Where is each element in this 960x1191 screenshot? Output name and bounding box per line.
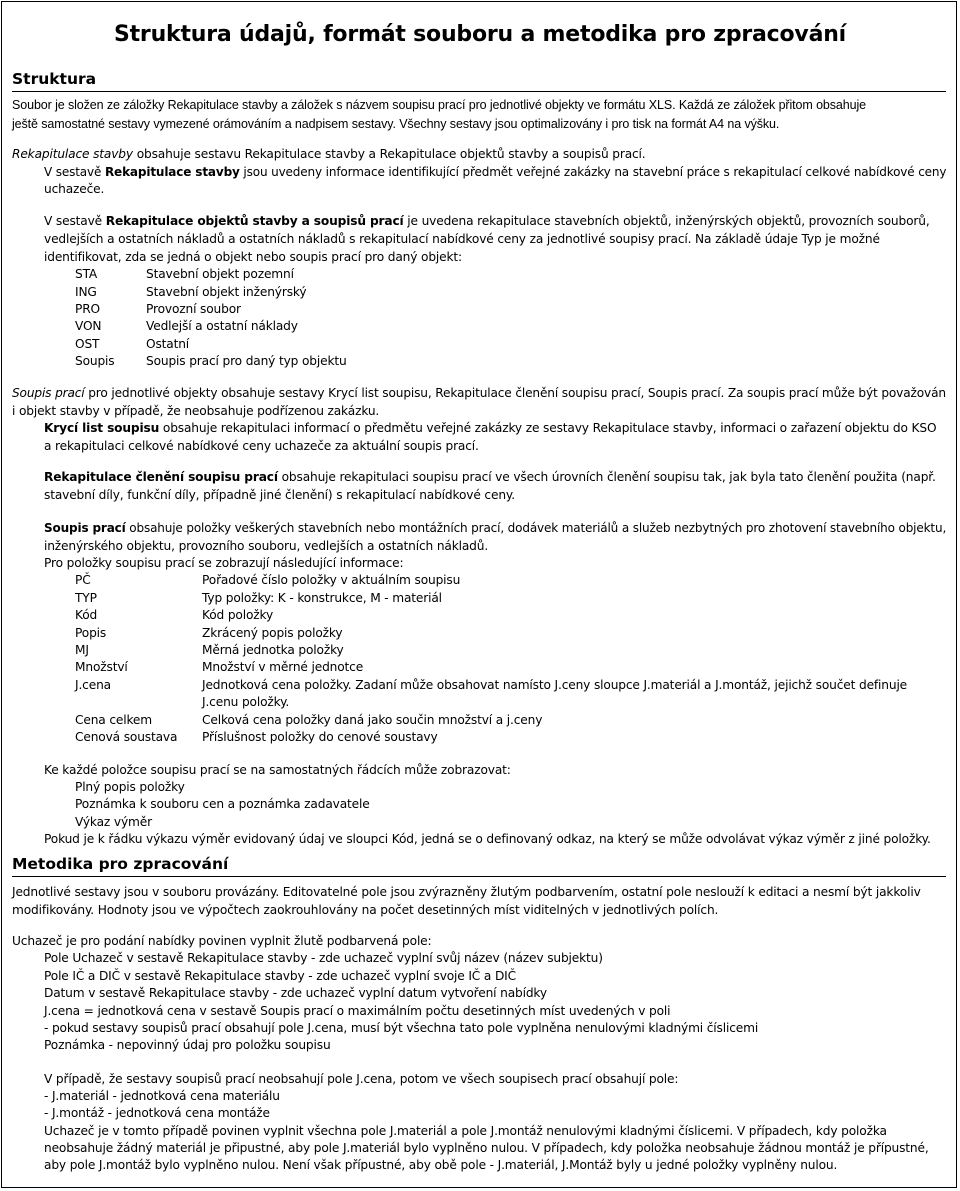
kryci-list-line-1 [44,420,936,437]
metodika-required-item: J.cena = jednotková cena v sestavě Soupis prací o maximálním počtu desetinných míst uvedených v poli [44,1004,671,1018]
extra-item: Výkaz výměr [75,815,152,829]
extra-item: Plný popis položky [75,780,185,794]
rekap-term: Rekapitulace stavby [12,147,133,161]
metodika-alt-line: aby pole J.montáž bylo vyplněno nulou. Není však přípustné, aby obě pole - J.materiál, J.Montáž byly u jedné položky vyplněny nulou. [44,1158,838,1172]
kryci-list-line-2: a rekapitulaci celkové nabídkové ceny uchazeče za aktuální soupis prací. [44,439,479,453]
rekap-rest: obsahuje sestavu Rekapitulace stavby a Rekapitulace objektů stavby a soupisů prací. [132,147,646,161]
metodika-required-intro: Uchazeč je pro podání nabídky povinen vyplnit žlutě podbarvená pole: [12,934,432,948]
rekap-p1-rest: jsou uvedeny informace identifikující předmět veřejné zakázky na stavební práce s rekapitulací celkové nabídkové ceny [239,165,947,179]
metodika-alt-line: V případě, že sestavy soupisů prací neobsahují pole J.cena, potom ve všech soupisech prací obsahují pole: [44,1072,679,1086]
extra-item: Poznámka k souboru cen a poznámka zadavatele [75,797,370,811]
metodika-required-item: Pole Uchazeč v sestavě Rekapitulace stavby - zde uchazeč vyplní svůj název (název subjektu) [44,951,603,965]
metodika-line-1: Jednotlivé sestavy jsou v souboru provázány. Editovatelné pole jsou zvýrazněny žlutým podbarvením, ostatní pole neslouží k editaci a nesmí být jakkoliv [12,885,921,899]
metodika-alt-line: - J.montáž - jednotková cena montáže [44,1106,270,1120]
rekap-p2-line-1 [44,213,930,230]
rekap-p2-rest: je uvedena rekapitulace stavebních objektů, inženýrských objektů, provozních souborů, [403,214,930,228]
metodika-line-2: modifikovány. Hodnoty jsou ve výpočtech zaokrouhlovány na počet desetinných míst viditelných v jednotlivých polích. [12,903,719,917]
field-desc: Jednotková cena položky. Zadaní může obsahovat namísto J.ceny sloupce J.materiál a J.montáž, jejichž součet definuje [202,678,908,692]
field-code: TYP [75,591,97,605]
section-heading-metodika: Metodika pro zpracování [12,855,946,877]
field-code: Cenová soustava [75,730,178,744]
type-code: Soupis [75,354,115,368]
metodika-alt-line: neobsahuje žádný materiál je připustné, aby pole J.materiál bylo vyplněno nulou. V případech, kdy položka neobsahuje žádnou montáž je přípustné, [44,1141,929,1155]
kryci-list-term: Krycí list soupisu [44,421,160,435]
soupis-rest: pro jednotlivé objekty obsahuje sestavy Krycí list soupisu, Rekapitulace členění soupisu prací, Soupis prací. Za soupis prací může být považován [84,386,946,400]
field-code: Množství [75,660,128,674]
field-desc: Celková cena položky daná jako součin množství a j.ceny [202,713,543,727]
rekap-cleneni-line-2: stavební díly, funkční díly, případně jiné členění) s rekapitulací nabídkové ceny. [44,488,515,502]
rekap-p1-pre: V sestavě [44,165,105,179]
rekap-p2-term: Rekapitulace objektů stavby a soupisů prací [105,214,404,228]
field-code: J.cena [75,678,111,692]
type-desc: Vedlejší a ostatní náklady [146,319,298,333]
field-code: Popis [75,626,107,640]
type-desc: Ostatní [146,337,190,351]
metodika-required-item: - pokud sestavy soupisů prací obsahují pole J.cena, musí být všechna tato pole vyplněna nenulovými kladnými číslicemi [44,1021,759,1035]
document-title: Struktura údajů, formát souboru a metodika pro zpracování [113,22,847,47]
type-code: OST [75,337,100,351]
metodika-required-item: Pole IČ a DIČ v sestavě Rekapitulace stavby - zde uchazeč vyplní svoje IČ a DIČ [44,969,516,983]
field-desc: Kód položky [202,608,274,622]
field-desc-continued: J.cenu položky. [202,695,290,709]
intro-line-2: ještě samostatné sestavy vymezené orámováním a nadpisem sestavy. Všechny sestavy jsou optimalizovány i pro tisk na formát A4 na výšku. [12,117,780,131]
field-desc: Typ položky: K - konstrukce, M - materiál [202,591,442,605]
rekap-paragraph [12,146,646,163]
metodika-alt-line: - J.materiál - jednotková cena materiálu [44,1089,280,1103]
rekap-p2-line-2: vedlejších a ostatních nákladů a ostatních nákladů s rekapitulací nabídkové ceny za jednotlivé soupisy prací. Na základě údaje Typ je možné [44,232,880,246]
field-desc: Pořadové číslo položky v aktuálním soupisu [202,573,461,587]
soupis-praci-line-2: inženýrského objektu, provozního souboru, vedlejších a ostatních nákladů. [44,539,489,553]
metodika-required-item: Datum v sestavě Rekapitulace stavby - zde uchazeč vyplní datum vytvoření nabídky [44,986,547,1000]
field-code: MJ [75,643,89,657]
type-code: STA [75,267,98,281]
field-desc: Zkrácený popis položky [202,626,343,640]
soupis-praci-term: Soupis prací [44,521,126,535]
kryci-list-rest: obsahuje rekapitulaci informací o předmětu veřejné zakázky ze sestavy Rekapitulace stavby, informaci o zařazení objektu do KSO [159,421,937,435]
rekap-p1-term: Rekapitulace stavby [104,165,240,179]
rekap-cleneni-rest: obsahuje rekapitulaci soupisu prací ve všech úrovních členění soupisu tak, jak byla tato členění použita (např. [277,470,936,484]
field-code: Kód [75,608,98,622]
metodika-required-item: Poznámka - nepovinný údaj pro položku soupisu [44,1038,331,1052]
rekap-p2-line-3: identifikovat, zda se jedná o objekt nebo soupis prací pro daný objekt: [44,250,463,264]
intro-line-1: Soubor je složen ze záložky Rekapitulace stavby a záložek s názvem soupisu prací pro jednotlivé objekty ve formátu XLS. Každá ze záložek přitom obsahuje [12,98,867,112]
soupis-praci-rest: obsahuje položky veškerých stavebních nebo montážních prací, dodávek materiálů a služeb nezbytných pro zhotovení stavebního objektu, [125,521,947,535]
type-desc: Stavební objekt inženýrský [146,285,307,299]
type-desc: Stavební objekt pozemní [146,267,294,281]
metodika-alt-line: Uchazeč je v tomto případě povinen vyplnit všechna pole J.materiál a pole J.montáž nenulovými kladnými číslicemi. V případech, kdy položka [44,1124,887,1138]
rekap-cleneni-term: Rekapitulace členění soupisu prací [44,470,278,484]
soupis-paragraph-line-2: i objekt stavby v případě, že neobsahuje podřízenou zakázku. [12,404,380,418]
rekap-cleneni-line-1 [44,469,936,486]
field-code: PČ [75,573,91,587]
rekap-p1-line-2: uchazeče. [44,182,105,196]
type-code: ING [75,285,97,299]
rekap-p1-line-1 [44,164,946,181]
type-code: PRO [75,302,100,316]
type-desc: Soupis prací pro daný typ objektu [146,354,347,368]
section-heading-struktura: Struktura [12,70,946,92]
field-desc: Množství v měrné jednotce [202,660,364,674]
extra-intro: Ke každé položce soupisu prací se na samostatných řádcích může zobrazovat: [44,763,511,777]
field-code: Cena celkem [75,713,153,727]
soupis-praci-line-3: Pro položky soupisu prací se zobrazují následující informace: [44,556,404,570]
field-desc: Příslušnost položky do cenové soustavy [202,730,438,744]
soupis-praci-line-1 [44,520,946,537]
extra-note: Pokud je k řádku výkazu výměr evidovaný údaj ve sloupci Kód, jedná se o definovaný odkaz, na který se může odvolávat výkaz výměr z jiné položky. [44,832,931,846]
soupis-paragraph-line-1 [12,385,946,402]
rekap-p2-pre: V sestavě [44,214,106,228]
soupis-term: Soupis prací [12,386,85,400]
type-desc: Provozní soubor [146,302,241,316]
field-desc: Měrná jednotka položky [202,643,344,657]
type-code: VON [75,319,102,333]
